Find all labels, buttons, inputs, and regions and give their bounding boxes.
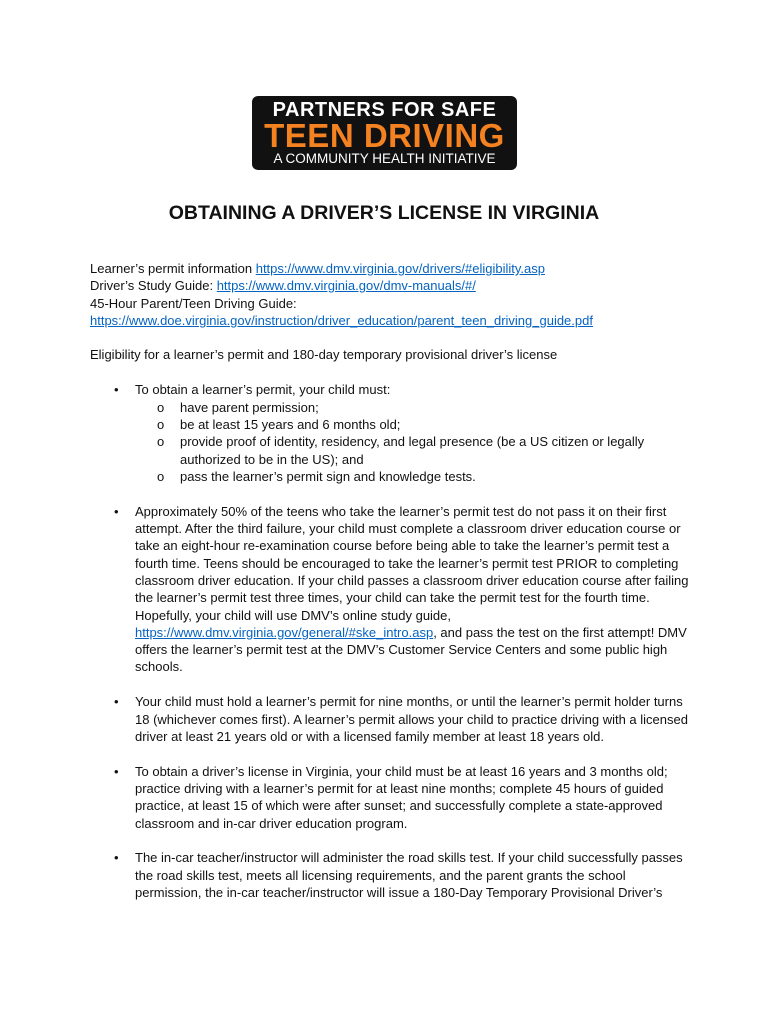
requirement-text: have parent permission; bbox=[180, 399, 319, 415]
list-item bbox=[90, 693, 690, 745]
list-item bbox=[90, 503, 690, 676]
list-item bbox=[135, 433, 690, 468]
online-study-guide-link[interactable]: https://www.dmv.virginia.gov/general/#ske_intro.asp bbox=[135, 624, 434, 640]
logo-line-partners: PARTNERS FOR SAFE bbox=[272, 99, 497, 121]
sub-bullet-marker: o bbox=[157, 434, 165, 450]
requirement-text: be at least 15 years and 6 months old; bbox=[180, 417, 401, 433]
sub-bullet-marker: o bbox=[157, 468, 165, 484]
learners-permit-link[interactable]: https://www.dmv.virginia.gov/drivers/#eligibility.asp bbox=[255, 261, 545, 276]
bullet-marker: • bbox=[114, 694, 119, 710]
bullet-4-text: To obtain a driver’s license in Virginia, your child must be at least 16 years and 3 months old; practice driving with a learner’s permit for at least nine months; complete 45 hours of guided practice, at least 15 of which were after sunset; and successfully complete a state-approved classroom and in-car driver education program. bbox=[135, 763, 668, 831]
bullet-marker: • bbox=[114, 503, 119, 519]
list-item bbox=[135, 399, 690, 416]
sub-bullet-marker: o bbox=[157, 399, 165, 415]
bullet-1-intro: To obtain a learner’s permit, your child must: bbox=[135, 382, 391, 398]
list-item bbox=[90, 763, 690, 832]
bullet-2-text-after: , and pass the test on the first attempt! DMV offers the learner’s permit test at the DMV’s Customer Service Centers and some public high schools. bbox=[135, 624, 687, 675]
learners-permit-label: Learner’s permit information bbox=[90, 261, 256, 276]
list-item bbox=[90, 381, 690, 485]
bullet-3-text: Your child must hold a learner’s permit for nine months, or until the learner’s permit holder turns 18 (whichever comes first). A learner’s permit allows your child to practice driving with a licensed driver at least 21 years old or with a licensed family member at least 18 years old. bbox=[135, 694, 688, 744]
eligibility-heading: Eligibility for a learner’s permit and 180-day temporary provisional driver’s license bbox=[90, 347, 558, 363]
list-item bbox=[90, 849, 690, 901]
logo-line-teen-driving: TEEN DRIVING bbox=[264, 117, 505, 154]
bullet-2-text-before: Approximately 50% of the teens who take the learner’s permit test do not pass it on their first attempt. After the third failure, your child must complete a classroom driver education course or take an eight-hour re-examination course before being able to take the learner’s permit test a fourth time. Teens should be encouraged to take the learner’s permit test PRIOR to completing classroom driver education. If your child passes a classroom driver education course after failing the learner’s permit test three times, your child can take the permit test for the fourth time. Hopefully, your child will use DMV’s online study guide, bbox=[135, 503, 689, 623]
logo-line-community: A COMMUNITY HEALTH INITIATIVE bbox=[273, 151, 496, 166]
bullet-marker: • bbox=[114, 763, 119, 779]
parent-teen-guide-line bbox=[90, 312, 690, 329]
parent-teen-guide-link[interactable]: https://www.doe.virginia.gov/instruction/driver_education/parent_teen_driving_guide.pdf bbox=[90, 312, 593, 328]
study-guide-label: Driver’s Study Guide: bbox=[90, 278, 217, 294]
bullet-marker: • bbox=[114, 850, 119, 866]
sub-bullet-marker: o bbox=[157, 417, 165, 433]
bullet-marker: • bbox=[114, 382, 119, 398]
eligibility-list bbox=[90, 381, 690, 901]
study-guide-link[interactable]: https://www.dmv.virginia.gov/dmv-manuals/#/ bbox=[216, 278, 476, 294]
learners-permit-line bbox=[90, 260, 690, 277]
list-item bbox=[135, 416, 690, 433]
list-item bbox=[135, 468, 690, 485]
requirement-text: pass the learner’s permit sign and knowledge tests. bbox=[180, 468, 476, 484]
parent-teen-guide-label: 45-Hour Parent/Teen Driving Guide: bbox=[90, 295, 297, 311]
requirement-text: provide proof of identity, residency, and legal presence (be a US citizen or legally authorized to be in the US); and bbox=[180, 434, 645, 467]
bullet-5-text: The in-car teacher/instructor will administer the road skills test. If your child successfully passes the road skills test, meets all licensing requirements, and the parent grants the school permission, the in-car teacher/instructor will issue a 180-Day Temporary Provisional Driver’s bbox=[135, 850, 683, 900]
document-body bbox=[90, 260, 690, 901]
page-title: OBTAINING A DRIVER’S LICENSE IN VIRGINIA bbox=[168, 202, 600, 224]
study-guide-line bbox=[90, 277, 690, 294]
partners-for-safe-teen-driving-logo bbox=[252, 96, 517, 170]
permit-requirements-list bbox=[135, 399, 690, 485]
